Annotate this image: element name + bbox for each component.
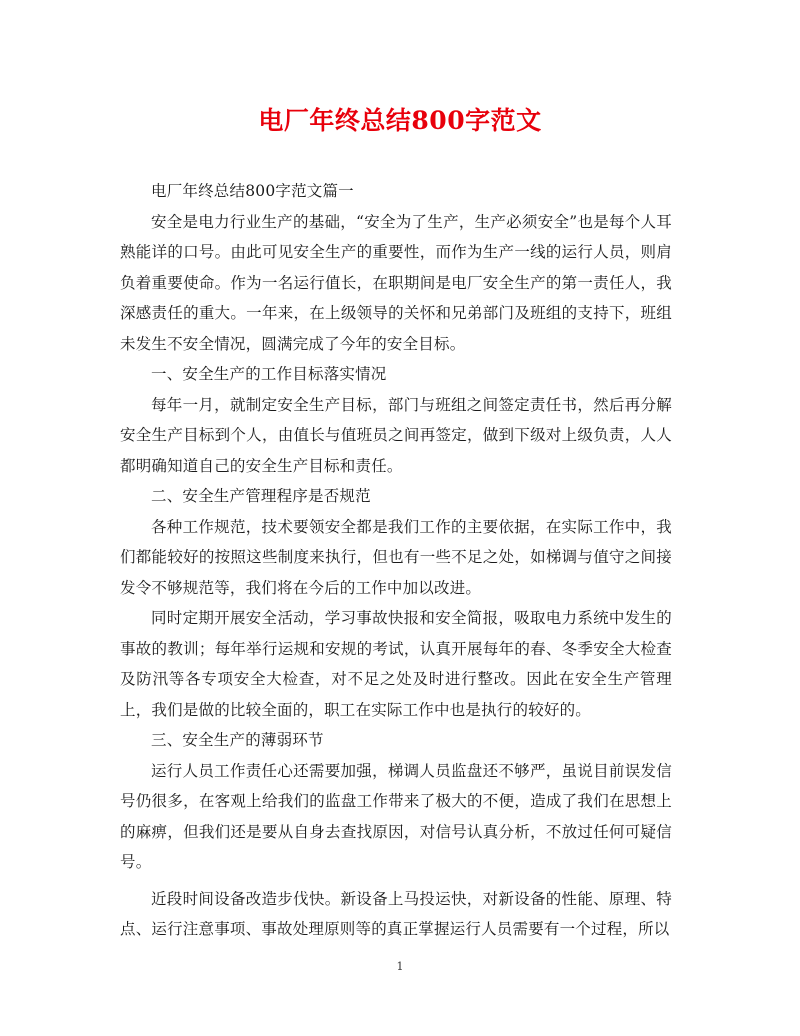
document-title: 电厂年终总结800字范文 (258, 106, 542, 135)
section-subtitle: 电厂年终总结800字范文篇一 (151, 182, 354, 200)
page-number: 1 (396, 960, 404, 973)
paragraph-section-2a: 各种工作规范，技术要领安全都是我们工作的主要依据，在实际工作中，我们都能较好的按照这些制度来执行，但也有一些不足之处，如梯调与值守之间接发令不够规范等，我们将在今后的工作中加以改进。 (120, 517, 672, 597)
paragraph-section-2b: 同时定期开展安全活动，学习事故快报和安全简报，吸取电力系统中发生的事故的教训；每年举行运规和安规的考试，认真开展每年的春、冬季安全大检查及防汛等各专项安全大检查，对不足之处及时进行整改。因此在安全生产管理上，我们是做的比较全面的，职工在实际工作中也是执行的较好的。 (120, 609, 672, 719)
heading-section-1: 一、安全生产的工作目标落实情况 (151, 365, 387, 383)
paragraph-section-3a: 运行人员工作责任心还需要加强，梯调人员监盘还不够严，虽说目前误发信号仍很多，在客观上给我们的监盘工作带来了极大的不便，造成了我们在思想上的麻痹，但我们还是要从自身去查找原因，对信号认真分析，不放过任何可疑信号。 (120, 761, 672, 871)
paragraph-section-3b: 近段时间设备改造步伐快。新设备上马投运快，对新设备的性能、原理、特点、运行注意事项、事故处理原则等的真正掌握运行人员需要有一个过程，所以 (120, 889, 672, 938)
paragraph-intro: 安全是电力行业生产的基础，“安全为了生产，生产必须安全”也是每个人耳熟能详的口号。由此可见安全生产的重要性，而作为生产一线的运行人员，则肩负着重要使命。作为一名运行值长，在职期间是电厂安全生产的第一责任人，我深感责任的重大。一年来，在上级领导的关怀和兄弟部门及班组的支持下，班组未发生不安全情况，圆满完成了今年的安全目标。 (120, 212, 672, 353)
document-body (120, 176, 672, 945)
heading-section-2: 二、安全生产管理程序是否规范 (151, 487, 371, 505)
paragraph-section-1: 每年一月，就制定安全生产目标，部门与班组之间签定责任书，然后再分解安全生产目标到个人，由值长与值班员之间再签定，做到下级对上级负责，人人都明确知道自己的安全生产目标和责任。 (120, 395, 672, 475)
heading-section-3: 三、安全生产的薄弱环节 (151, 731, 324, 749)
